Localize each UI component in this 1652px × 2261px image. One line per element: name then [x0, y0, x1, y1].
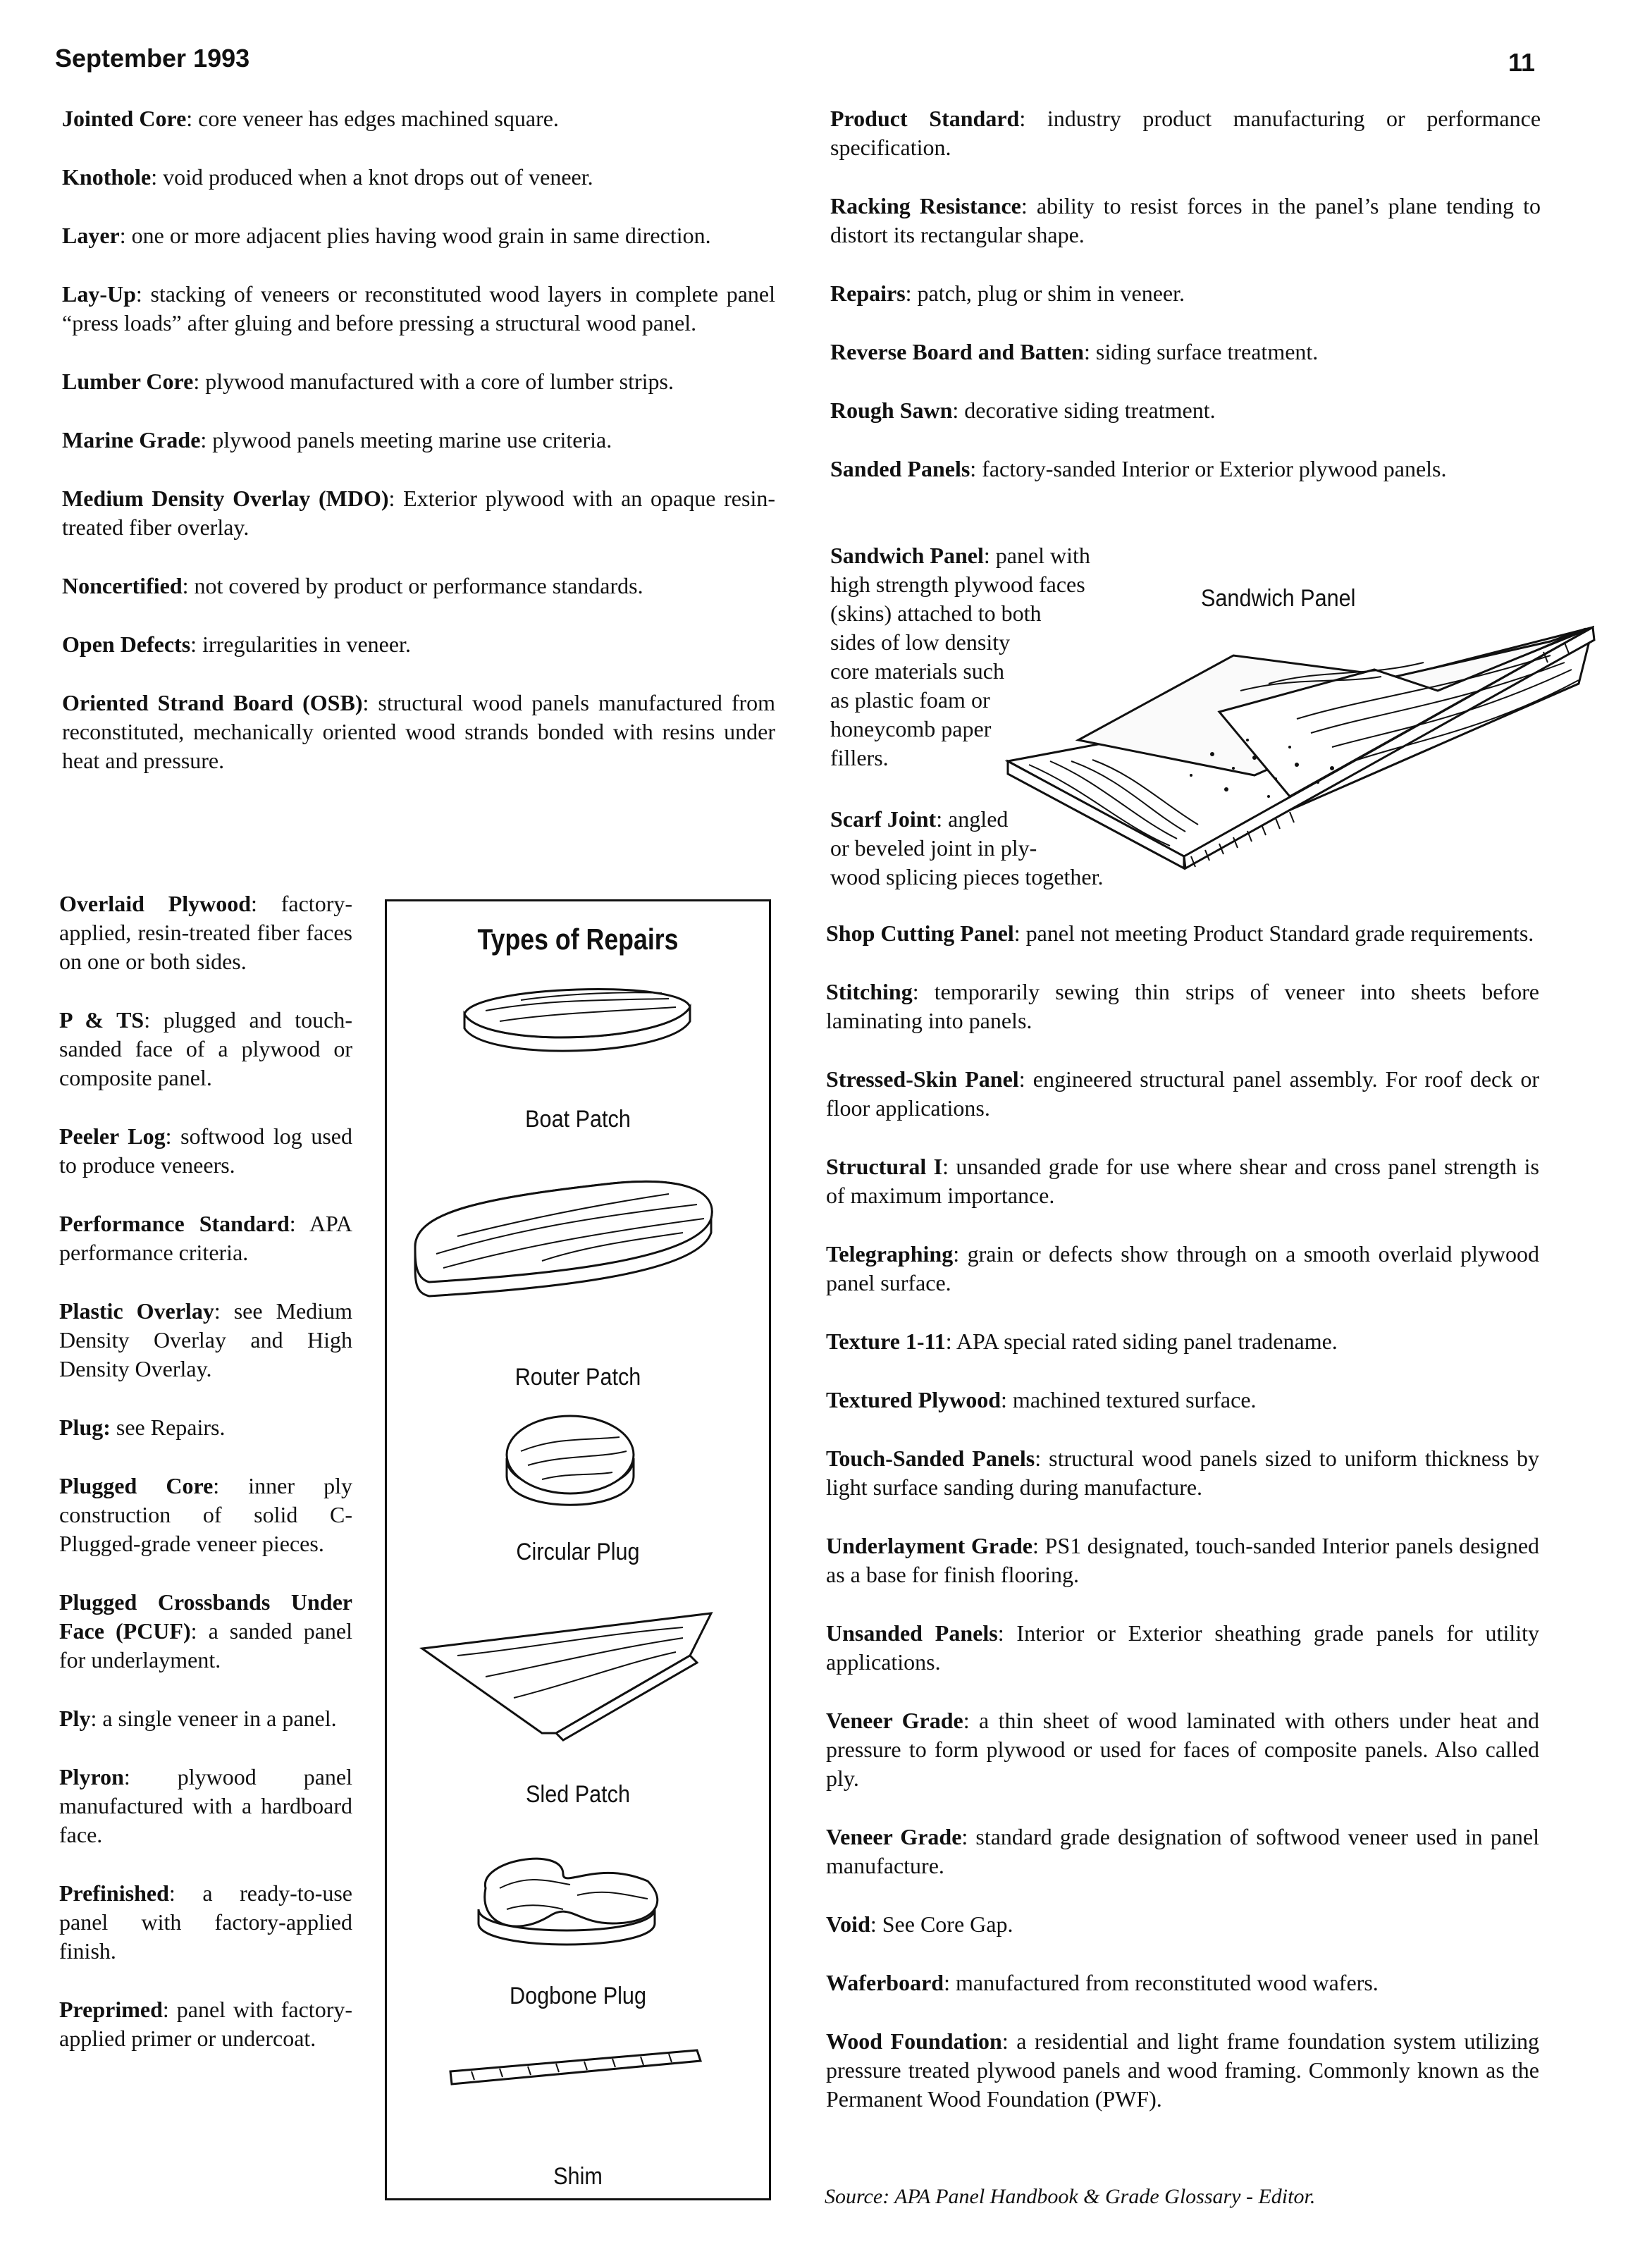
glossary-term: Waferboard	[826, 1970, 944, 1995]
shim-caption: Shim	[553, 2163, 603, 2190]
glossary-entry: Stressed-Skin Panel: engineered structural panel assembly. For roof deck or floor applications.	[826, 1066, 1540, 1121]
glossary-entry: Wood Foundation: a residential and light frame foundation system utilizing pressure treated plywood panels and wood framing. Commonly known as the Permanent Wood Foundation (PWF).	[826, 2028, 1539, 2112]
glossary-column-right-lower	[826, 919, 1539, 2143]
glossary-term: Touch-Sanded Panels	[826, 1446, 1035, 1471]
glossary-term: Structural I	[826, 1154, 943, 1179]
term: Scarf Joint	[830, 806, 937, 832]
glossary-definition: panel not meeting Product Standard grade requirements.	[1025, 920, 1534, 946]
repairs-box-title: Types of Repairs	[477, 923, 679, 956]
dogbone-plug-illustration	[471, 1846, 669, 1952]
glossary-entry: Jointed Core: core veneer has edges machined square.	[62, 106, 559, 131]
glossary-definition: structural wood panels manufactured from reconstituted, mechanically oriented wood strands bonded with resins under heat and pressure.	[62, 690, 776, 773]
glossary-entry: Layer: one or more adjacent plies having wood grain in same direction.	[62, 223, 711, 248]
def-line: core materials such	[830, 658, 1004, 684]
glossary-term: Overlaid Plywood	[59, 891, 252, 916]
glossary-term: Medium Density Overlay (MDO)	[62, 486, 389, 511]
glossary-entry: Underlayment Grade: PS1 designated, touch-sanded Interior panels designed as a base for finish flooring.	[826, 1533, 1540, 1587]
glossary-definition: plywood panel manufactured with a hardboard face.	[59, 1764, 353, 1847]
router-patch-illustration	[401, 1169, 725, 1310]
glossary-entry: Waferboard: manufactured from reconstituted wood wafers.	[826, 1970, 1379, 1995]
glossary-term: Stitching	[826, 979, 913, 1004]
glossary-term: Wood Foundation	[826, 2028, 1002, 2054]
glossary-entry: Racking Resistance: ability to resist forces in the panel’s plane tending to distort its rectangular shape.	[830, 193, 1541, 247]
shim-illustration	[443, 2043, 711, 2100]
glossary-entry: Touch-Sanded Panels: structural wood panels sized to uniform thickness by light surface sanding during manufacture.	[826, 1446, 1540, 1500]
sled-patch-caption: Sled Patch	[525, 1781, 630, 1808]
glossary-term: Shop Cutting Panel	[826, 920, 1014, 946]
glossary-definition: a sanded panel for underlayment.	[59, 1618, 353, 1672]
glossary-definition: a residential and light frame foundation system utilizing pressure treated plywood panels and wood framing. Commonly known as the Permanent Wood Foundation (PWF).	[826, 2028, 1539, 2112]
glossary-definition: see Medium Density Overlay and High Density Overlay.	[59, 1298, 353, 1381]
glossary-entry: Void: See Core Gap.	[826, 1911, 1013, 1937]
glossary-entry: Peeler Log: softwood log used to produce veneers.	[59, 1123, 352, 1178]
glossary-term: Marine Grade	[62, 427, 201, 452]
glossary-entry: Prefinished: a ready-to-use panel with factory-applied finish.	[59, 1880, 352, 1964]
glossary-term: Performance Standard	[59, 1211, 290, 1236]
glossary-definition: unsanded grade for use where shear and cross panel strength is of maximum importance.	[826, 1154, 1540, 1208]
glossary-term: Peeler Log	[59, 1123, 166, 1149]
glossary-term: Lay-Up	[62, 281, 136, 307]
glossary-term: Plugged Core	[59, 1473, 214, 1498]
glossary-term: Veneer Grade	[826, 1708, 963, 1733]
glossary-definition: APA performance criteria.	[59, 1211, 353, 1265]
scarf-joint-entry: Scarf Joint: angled or beveled joint in ply- wood splicing pieces together.	[830, 805, 1103, 892]
glossary-term: Prefinished	[59, 1880, 169, 1906]
glossary-definition: plywood manufactured with a core of lumber strips.	[205, 369, 674, 394]
glossary-term: Stressed-Skin Panel	[826, 1066, 1019, 1092]
sandwich-panel-illustration	[1001, 613, 1607, 909]
glossary-definition: factory-sanded Interior or Exterior plywood panels.	[982, 456, 1447, 481]
glossary-entry: Overlaid Plywood: factory-applied, resin-treated fiber faces on one or both sides.	[59, 891, 352, 974]
def-line: honeycomb paper	[830, 716, 992, 741]
glossary-definition: a single veneer in a panel.	[102, 1706, 337, 1731]
dogbone-plug-caption: Dogbone Plug	[510, 1983, 646, 2009]
glossary-term: Unsanded Panels	[826, 1620, 998, 1646]
glossary-entry: Product Standard: industry product manufacturing or performance specification.	[830, 106, 1541, 160]
glossary-entry: Plyron: plywood panel manufactured with a hardboard face.	[59, 1764, 353, 1847]
glossary-term: Noncertified	[62, 573, 183, 598]
glossary-term: Repairs	[830, 281, 906, 306]
glossary-definition: APA special rated siding panel tradename.	[956, 1329, 1338, 1354]
glossary-entry: P & TS: plugged and touch-sanded face of a plywood or composite panel.	[59, 1007, 353, 1090]
glossary-term: Void	[826, 1911, 870, 1937]
glossary-definition: Exterior plywood with an opaque resin-treated fiber overlay.	[62, 486, 776, 540]
glossary-entry: Stitching: temporarily sewing thin strips of veneer into sheets before laminating into panels.	[826, 979, 1540, 1033]
glossary-term: Oriented Strand Board (OSB)	[62, 690, 363, 715]
glossary-entry: Plugged Crossbands Under Face (PCUF): a sanded panel for underlayment.	[59, 1589, 353, 1672]
glossary-term: P & TS	[59, 1007, 144, 1033]
def-line: (skins) attached to both	[830, 600, 1042, 626]
glossary-entry: Medium Density Overlay (MDO): Exterior plywood with an opaque resin-treated fiber overlay.	[62, 486, 776, 540]
glossary-entry: Plastic Overlay: see Medium Density Overlay and High Density Overlay.	[59, 1298, 353, 1381]
glossary-term: Ply	[59, 1706, 91, 1731]
glossary-entry: Textured Plywood: machined textured surface.	[826, 1387, 1257, 1412]
glossary-definition: a thin sheet of wood laminated with others under heat and pressure to form plywood or used for faces of composite panels. Also called ply.	[826, 1708, 1539, 1791]
def-line: panel with	[995, 543, 1090, 568]
glossary-definition: stacking of veneers or reconstituted wood layers in complete panel “press loads” after gluing and before pressing a structural wood panel.	[62, 281, 776, 335]
glossary-term: Lumber Core	[62, 369, 194, 394]
glossary-entry: Rough Sawn: decorative siding treatment.	[830, 398, 1216, 423]
def-line: sides of low density	[830, 629, 1011, 655]
glossary-term: Product Standard	[830, 106, 1020, 131]
glossary-entry: Knothole: void produced when a knot drops out of veneer.	[62, 164, 593, 190]
glossary-term: Textured Plywood	[826, 1387, 1001, 1412]
def-line: as plastic foam or	[830, 687, 990, 713]
glossary-definition: manufactured from reconstituted wood wafers.	[955, 1970, 1379, 1995]
glossary-entry: Structural I: unsanded grade for use where shear and cross panel strength is of maximum importance.	[826, 1154, 1540, 1208]
glossary-term: Preprimed	[59, 1997, 163, 2022]
def-line: or beveled joint in ply-	[830, 835, 1037, 861]
glossary-term: Plugged Crossbands Under Face (PCUF)	[59, 1589, 352, 1644]
glossary-term: Plyron	[59, 1764, 124, 1789]
sandwich-panel-illustration-label: Sandwich Panel	[1201, 585, 1356, 612]
glossary-entry	[59, 1413, 352, 1442]
sled-patch-illustration	[415, 1606, 739, 1747]
glossary-definition: not covered by product or performance standards.	[194, 573, 643, 598]
glossary-term: Reverse Board and Batten	[830, 339, 1084, 364]
glossary-column-right	[830, 104, 1541, 513]
glossary-term: Plastic Overlay	[59, 1298, 214, 1324]
glossary-definition: Interior or Exterior sheathing grade panels for utility applications.	[826, 1620, 1539, 1675]
glossary-term: Underlayment Grade	[826, 1533, 1033, 1558]
glossary-entry: Noncertified: not covered by product or performance standards.	[62, 573, 643, 598]
def-line: fillers.	[830, 745, 889, 770]
page-number: 11	[1508, 48, 1536, 77]
glossary-definition: plywood panels meeting marine use criteria.	[212, 427, 612, 452]
def-line: high strength plywood faces	[830, 572, 1085, 597]
glossary-term: Rough Sawn	[830, 398, 953, 423]
glossary-entry: Telegraphing: grain or defects show through on a smooth overlaid plywood panel surface.	[826, 1241, 1540, 1295]
glossary-entry: Performance Standard: APA performance criteria.	[59, 1211, 353, 1265]
router-patch-caption: Router Patch	[514, 1364, 641, 1391]
glossary-definition: plugged and touch-sanded face of a plywood or composite panel.	[59, 1007, 353, 1090]
glossary-definition: grain or defects show through on a smooth overlaid plywood panel surface.	[826, 1241, 1540, 1295]
circular-plug-illustration	[500, 1409, 641, 1522]
glossary-column-narrow	[59, 889, 352, 2083]
glossary-entry: Reverse Board and Batten: siding surface treatment.	[830, 339, 1319, 364]
glossary-term: Texture 1-11	[826, 1329, 946, 1354]
glossary-entry: Lumber Core: plywood manufactured with a core of lumber strips.	[62, 369, 674, 394]
glossary-definition: siding surface treatment.	[1095, 339, 1319, 364]
glossary-definition: factory-applied, resin-treated fiber faces on one or both sides.	[59, 891, 352, 974]
glossary-term: Plug:	[59, 1415, 111, 1440]
glossary-entry: Lay-Up: stacking of veneers or reconstituted wood layers in complete panel “press loads” after gluing and before pressing a structural wood panel.	[62, 281, 776, 335]
glossary-definition: softwood log used to produce veneers.	[59, 1123, 352, 1178]
glossary-definition: machined textured surface.	[1012, 1387, 1257, 1412]
glossary-entry: Oriented Strand Board (OSB): structural wood panels manufactured from reconstituted, mechanically oriented wood strands bonded with resins under heat and pressure.	[62, 690, 776, 773]
term: Sandwich Panel	[830, 543, 984, 568]
glossary-definition: See Core Gap.	[882, 1911, 1013, 1937]
glossary-definition: structural wood panels sized to uniform thickness by light surface sanding during manufacture.	[826, 1446, 1540, 1500]
def-line: angled	[948, 806, 1009, 832]
glossary-definition: one or more adjacent plies having wood grain in same direction.	[131, 223, 711, 248]
glossary-definition: void produced when a knot drops out of veneer.	[163, 164, 593, 190]
glossary-definition: engineered structural panel assembly. For roof deck or floor applications.	[826, 1066, 1540, 1121]
glossary-term: Sanded Panels	[830, 456, 970, 481]
glossary-definition: temporarily sewing thin strips of veneer into sheets before laminating into panels.	[826, 979, 1540, 1033]
glossary-entry: Texture 1-11: APA special rated siding panel tradename.	[826, 1329, 1338, 1354]
glossary-entry: Open Defects: irregularities in veneer.	[62, 632, 411, 657]
glossary-entry: Sanded Panels: factory-sanded Interior or Exterior plywood panels.	[830, 456, 1447, 481]
source-citation: Source: APA Panel Handbook & Grade Glossary - Editor.	[825, 2185, 1316, 2208]
types-of-repairs-box	[385, 899, 771, 2200]
glossary-term: Veneer Grade	[826, 1824, 962, 1849]
glossary-definition: irregularities in veneer.	[202, 632, 411, 657]
glossary-definition: standard grade designation of softwood veneer used in panel manufacture.	[826, 1824, 1539, 1878]
glossary-term: Telegraphing	[826, 1241, 954, 1267]
boat-patch-caption: Boat Patch	[525, 1106, 631, 1133]
glossary-definition: industry product manufacturing or performance specification.	[830, 106, 1541, 160]
glossary-definition: decorative siding treatment.	[964, 398, 1216, 423]
glossary-entry: Preprimed: panel with factory-applied primer or undercoat.	[59, 1997, 353, 2051]
glossary-definition: PS1 designated, touch-sanded Interior panels designed as a base for finish flooring.	[826, 1533, 1540, 1587]
glossary-definition: a ready-to-use panel with factory-applied finish.	[59, 1880, 352, 1964]
glossary-entry: Shop Cutting Panel: panel not meeting Product Standard grade requirements.	[826, 920, 1534, 946]
glossary-term: Jointed Core	[62, 106, 187, 131]
glossary-term: Racking Resistance	[830, 193, 1021, 218]
circular-plug-caption: Circular Plug	[516, 1539, 640, 1565]
sandwich-panel-entry: Sandwich Panel: panel with high strength plywood faces (skins) attached to both sides of low density core materials such as plastic foam or honeycomb paper fillers.	[830, 541, 1090, 772]
glossary-definition: panel with factory-applied primer or undercoat.	[59, 1997, 353, 2051]
glossary-term: Layer	[62, 223, 120, 248]
glossary-definition: core veneer has edges machined square.	[198, 106, 559, 131]
boat-patch-illustration	[457, 979, 697, 1064]
glossary-entry: Plugged Core: inner ply construction of solid C-Plugged-grade veneer pieces.	[59, 1473, 353, 1556]
glossary-column-left	[62, 104, 775, 805]
glossary-entry: Repairs: patch, plug or shim in veneer.	[830, 281, 1185, 306]
glossary-definition: inner ply construction of solid C-Plugged-grade veneer pieces.	[59, 1473, 353, 1556]
glossary-entry: Veneer Grade: standard grade designation of softwood veneer used in panel manufacture.	[826, 1824, 1539, 1878]
glossary-entry: Veneer Grade: a thin sheet of wood laminated with others under heat and pressure to form plywood or used for faces of composite panels. Also called ply.	[826, 1708, 1539, 1791]
glossary-entry: Marine Grade: plywood panels meeting marine use criteria.	[62, 427, 612, 452]
glossary-definition: ability to resist forces in the panel’s plane tending to distort its rectangular shape.	[830, 193, 1541, 247]
glossary-entry: Ply: a single veneer in a panel.	[59, 1706, 337, 1731]
glossary-term: Open Defects	[62, 632, 191, 657]
glossary-entry: Unsanded Panels: Interior or Exterior sheathing grade panels for utility applications.	[826, 1620, 1539, 1675]
glossary-definition: see Repairs.	[116, 1415, 226, 1440]
def-line: wood splicing pieces together.	[830, 864, 1104, 889]
issue-date: September 1993	[55, 44, 250, 73]
glossary-term: Knothole	[62, 164, 152, 190]
glossary-definition: patch, plug or shim in veneer.	[917, 281, 1185, 306]
